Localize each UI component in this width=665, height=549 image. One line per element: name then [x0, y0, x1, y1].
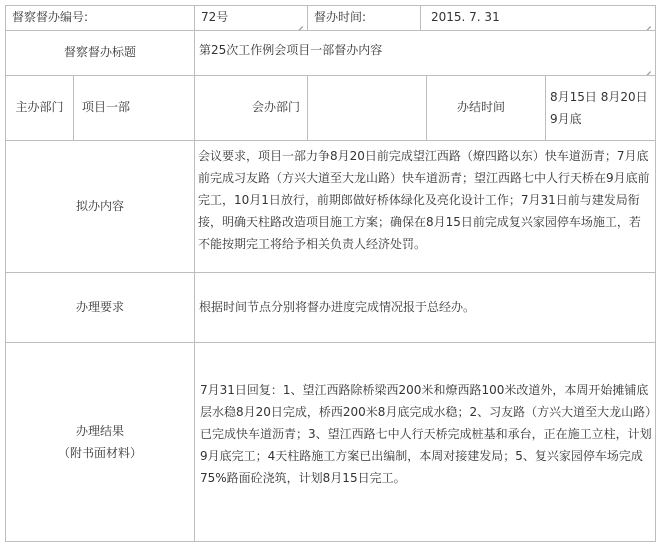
co-dept-label	[194, 75, 308, 141]
serial-value: 72号	[201, 10, 229, 25]
deadline-label	[426, 75, 546, 141]
planned-content-label	[5, 140, 195, 273]
handling-requirement-field	[194, 272, 656, 343]
planned-content-label-text: 拟办内容	[75, 198, 124, 213]
deadline-line2: 9月底	[550, 112, 582, 126]
host-dept-value-cell	[73, 75, 195, 141]
handling-requirement-label-text: 办理要求	[75, 299, 124, 314]
host-dept-label-text: 主办部门	[15, 100, 64, 115]
handling-result-field	[194, 342, 656, 542]
host-dept-label	[5, 75, 74, 141]
title-field[interactable]	[194, 30, 656, 76]
handling-result-label-line2: （附书面材料）	[57, 446, 142, 460]
serial-label-text: 督察督办编号:	[12, 10, 89, 25]
serial-field[interactable]	[194, 5, 308, 31]
handling-requirement-text: 根据时间节点分别将督办进度完成情况报于总经办。	[199, 300, 476, 314]
resize-grip-icon[interactable]	[643, 64, 651, 72]
resize-grip-icon[interactable]	[643, 19, 651, 27]
deadline-value-cell	[545, 75, 656, 141]
time-value: 2015. 7. 31	[431, 10, 500, 25]
title-label	[5, 30, 195, 76]
planned-content-field	[194, 140, 656, 273]
co-dept-field[interactable]	[307, 75, 427, 141]
co-dept-label-text: 会办部门	[251, 100, 300, 115]
handling-result-label-line1: 办理结果	[75, 424, 124, 438]
serial-label	[5, 5, 195, 31]
deadline-line1: 8月15日 8月20日	[550, 90, 648, 104]
time-label	[307, 5, 421, 31]
title-value: 第25次工作例会项目一部督办内容	[199, 43, 383, 57]
handling-result-text: 7月31日回复：1、望江西路除桥梁西200米和燎西路100米改道外，本周开始摊铺底层水稳8月20日完成，桥西200米8月底完成水稳；2、习友路（方兴大道至大龙山路）已完成快车道沥青；3、望江西路七中人行天桥完成桩基和承台，正在施工立柱，计划9月底完工；4天柱路施工方案已出编制，本周对接建发局；5、复兴家园停车场完成75%路面砼浇筑，计划8月15日完工。	[200, 383, 652, 485]
planned-content-text: 会议要求，项目一部力争8月20日前完成望江西路（燎四路以东）快车道沥青；7月底前完成习友路（方兴大道至大龙山路）快车道沥青；望江西路七中人行天桥在9月底前完工，10月1日放行，前期郎做好桥体绿化及亮化设计工作；7月31日前与建发局衔接，明确天柱路改造项目施工方案；确保在8月15日前完成复兴家园停车场施工，若不能按期完工将给予相关负责人经济处罚。	[198, 149, 650, 251]
handling-requirement-label	[5, 272, 195, 343]
time-field[interactable]	[420, 5, 656, 31]
time-label-text: 督办时间:	[314, 10, 367, 25]
title-label-text: 督察督办标题	[63, 45, 136, 60]
host-dept-value: 项目一部	[82, 100, 131, 115]
deadline-label-text: 办结时间	[456, 100, 505, 115]
resize-grip-icon[interactable]	[295, 19, 303, 27]
handling-result-label	[5, 342, 195, 542]
